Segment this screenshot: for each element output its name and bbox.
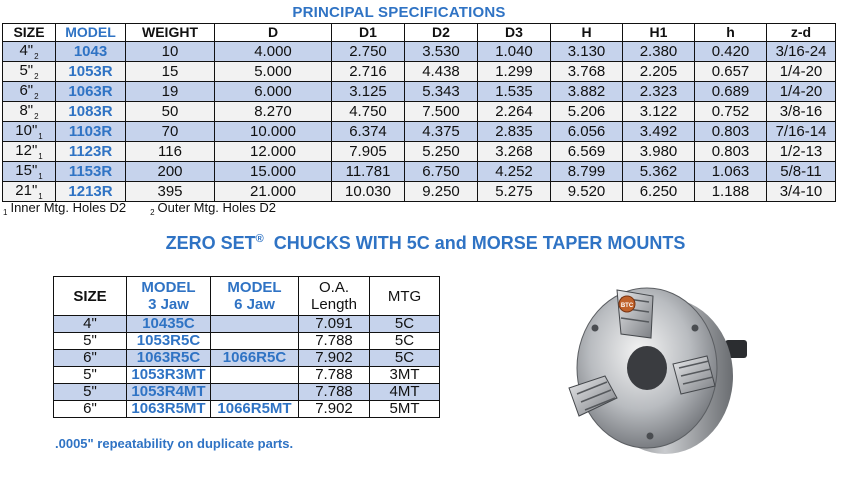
oa-length-line1: O.A.: [318, 279, 349, 296]
spec-cell-d: 12.000: [215, 142, 332, 162]
zero-cell-length: 7.902: [299, 350, 370, 367]
spec-cell-size: [3, 182, 56, 202]
spec-cell-d2: 5.343: [405, 82, 478, 102]
spec-cell-d3: 2.835: [478, 122, 551, 142]
zero-cell-mtg: 5C: [370, 333, 440, 350]
col-header-d2: D2: [405, 24, 478, 42]
spec-cell-d2: 4.375: [405, 122, 478, 142]
spec-cell-d3: 1.040: [478, 42, 551, 62]
spec-row: [3, 42, 836, 62]
spec-cell-model: 1043: [56, 42, 126, 62]
spec-cell-h: 5.206: [551, 102, 623, 122]
col-header-size: SIZE: [3, 24, 56, 42]
model-6-jaw-line1: MODEL: [227, 279, 282, 296]
zero-cell-mtg: 5MT: [370, 401, 440, 418]
spec-cell-h: 9.520: [551, 182, 623, 202]
three-jaw-lathe-chuck-photo: [555, 268, 755, 470]
spec-cell-zd: 1/4-20: [767, 82, 836, 102]
spec-cell-h: 1.063: [695, 162, 767, 182]
spec-cell-h1: 2.380: [623, 42, 695, 62]
spec-cell-d1: 11.781: [332, 162, 405, 182]
spec-cell-d: 10.000: [215, 122, 332, 142]
spec-cell-h: 0.803: [695, 142, 767, 162]
spec-cell-h1: 3.980: [623, 142, 695, 162]
size-value: 10": [15, 122, 38, 139]
spec-row: [3, 162, 836, 182]
zero-col-header-model-6-jaw: [211, 277, 299, 316]
spec-cell-zd: 1/2-13: [767, 142, 836, 162]
spec-cell-d3: 2.264: [478, 102, 551, 122]
spec-cell-weight: 15: [126, 62, 215, 82]
zero-header-row: [54, 277, 440, 316]
spec-cell-weight: 200: [126, 162, 215, 182]
zero-cell-size: 4": [54, 316, 127, 333]
spec-cell-d1: 4.750: [332, 102, 405, 122]
spec-cell-h: 6.056: [551, 122, 623, 142]
spec-cell-size: [3, 62, 56, 82]
principal-specifications-title: PRINCIPAL SPECIFICATIONS: [292, 4, 506, 21]
size-note-mark: 1: [38, 152, 43, 161]
spec-cell-d3: 5.275: [478, 182, 551, 202]
zero-cell-size: 6": [54, 401, 127, 418]
size-note-mark: 1: [38, 172, 43, 181]
spec-cell-d2: 7.500: [405, 102, 478, 122]
col-header-h-upper: H: [551, 24, 623, 42]
spec-cell-d2: 9.250: [405, 182, 478, 202]
principal-specifications-table: [2, 23, 836, 202]
spec-cell-model: 1153R: [56, 162, 126, 182]
spec-cell-zd: 3/4-10: [767, 182, 836, 202]
oa-length-line2: Length: [311, 296, 357, 313]
spec-cell-h: 0.803: [695, 122, 767, 142]
spec-cell-h1: 2.205: [623, 62, 695, 82]
note-2-text: Outer Mtg. Holes D2: [157, 200, 277, 215]
size-note-mark: 1: [38, 132, 43, 141]
col-header-d3: D3: [478, 24, 551, 42]
size-note-mark: 2: [34, 92, 39, 101]
zero-cell-model6: 1066R5MT: [211, 401, 299, 418]
zero-cell-model3: 1063R5C: [127, 350, 211, 367]
repeatability-note: .0005" repeatability on duplicate parts.: [55, 436, 294, 451]
size-note-mark: 1: [38, 192, 43, 201]
spec-cell-weight: 116: [126, 142, 215, 162]
spec-cell-h: 3.768: [551, 62, 623, 82]
size-note-mark: 2: [34, 52, 39, 61]
col-header-d1: D1: [332, 24, 405, 42]
spec-cell-h: 0.420: [695, 42, 767, 62]
size-value: 12": [15, 142, 38, 159]
col-header-z-d: z-d: [767, 24, 836, 42]
spec-cell-d3: 1.299: [478, 62, 551, 82]
col-header-h-lower: h: [695, 24, 767, 42]
col-header-weight: WEIGHT: [126, 24, 215, 42]
note-1-text: Inner Mtg. Holes D2: [10, 200, 127, 215]
spec-cell-h: 0.752: [695, 102, 767, 122]
zero-set-row: [54, 316, 440, 333]
spec-cell-size: [3, 142, 56, 162]
zero-cell-length: 7.091: [299, 316, 370, 333]
zero-cell-size: 5": [54, 384, 127, 401]
spec-cell-h: 6.569: [551, 142, 623, 162]
spec-cell-d: 5.000: [215, 62, 332, 82]
chuck-bolt-hole: [692, 325, 699, 332]
spec-header-row: [3, 24, 836, 42]
spec-cell-zd: 1/4-20: [767, 62, 836, 82]
zero-set-row: [54, 401, 440, 418]
model-3-jaw-line2: 3 Jaw: [148, 296, 189, 313]
spec-cell-d1: 10.030: [332, 182, 405, 202]
spec-cell-h1: 5.362: [623, 162, 695, 182]
spec-cell-zd: 7/16-14: [767, 122, 836, 142]
spec-cell-h: 0.657: [695, 62, 767, 82]
spec-cell-model: 1123R: [56, 142, 126, 162]
spec-cell-zd: 3/8-16: [767, 102, 836, 122]
spec-cell-d1: 7.905: [332, 142, 405, 162]
zero-cell-model6: [211, 333, 299, 350]
zero-set-row: [54, 350, 440, 367]
zero-cell-model6: [211, 316, 299, 333]
spec-cell-d: 8.270: [215, 102, 332, 122]
spec-cell-model: 1083R: [56, 102, 126, 122]
spec-cell-weight: 19: [126, 82, 215, 102]
zero-set-title-rest: CHUCKS WITH 5C and MORSE TAPER MOUNTS: [263, 233, 686, 253]
zero-set-table: [53, 276, 440, 418]
spec-cell-size: [3, 102, 56, 122]
spec-cell-weight: 70: [126, 122, 215, 142]
chuck-bolt-hole: [647, 433, 654, 440]
spec-cell-h1: 3.492: [623, 122, 695, 142]
spec-cell-h: 8.799: [551, 162, 623, 182]
spec-cell-weight: 10: [126, 42, 215, 62]
size-value: 5": [19, 62, 34, 79]
size-value: 8": [19, 102, 34, 119]
spec-cell-d: 21.000: [215, 182, 332, 202]
spec-cell-size: [3, 162, 56, 182]
spec-cell-h1: 6.250: [623, 182, 695, 202]
size-value: 6": [19, 82, 34, 99]
zero-col-header-model-3-jaw: [127, 277, 211, 316]
spec-cell-size: [3, 42, 56, 62]
spec-row: [3, 82, 836, 102]
spec-cell-d: 6.000: [215, 82, 332, 102]
zero-set-row: [54, 367, 440, 384]
zero-cell-model6: [211, 367, 299, 384]
zero-col-header-oa-length: [299, 277, 370, 316]
note-1-mark: 1: [3, 208, 8, 217]
zero-cell-model6: 1066R5C: [211, 350, 299, 367]
spec-row: [3, 142, 836, 162]
zero-cell-mtg: 5C: [370, 316, 440, 333]
spec-row: [3, 102, 836, 122]
zero-cell-mtg: 3MT: [370, 367, 440, 384]
spec-cell-size: [3, 82, 56, 102]
spec-row: [3, 182, 836, 202]
spec-cell-d1: 2.716: [332, 62, 405, 82]
spec-cell-h1: 2.323: [623, 82, 695, 102]
chuck-bore: [627, 346, 667, 390]
size-note-mark: 2: [34, 112, 39, 121]
spec-cell-d2: 3.530: [405, 42, 478, 62]
size-value: 15": [15, 162, 38, 179]
zero-cell-length: 7.788: [299, 367, 370, 384]
zero-cell-model6: [211, 384, 299, 401]
zero-col-header-mtg: MTG: [370, 277, 440, 316]
spec-cell-h1: 3.122: [623, 102, 695, 122]
spec-cell-d1: 3.125: [332, 82, 405, 102]
size-value: 4": [19, 42, 34, 59]
spec-cell-size: [3, 122, 56, 142]
zero-set-title-brand: ZERO SET: [165, 233, 256, 253]
zero-cell-model3: 1063R5MT: [127, 401, 211, 418]
zero-cell-length: 7.788: [299, 384, 370, 401]
zero-cell-mtg: 5C: [370, 350, 440, 367]
spec-cell-d3: 4.252: [478, 162, 551, 182]
note-2-mark: 2: [150, 208, 155, 217]
spec-cell-h: 1.188: [695, 182, 767, 202]
zero-cell-length: 7.788: [299, 333, 370, 350]
spec-cell-model: 1213R: [56, 182, 126, 202]
spec-cell-d3: 1.535: [478, 82, 551, 102]
model-3-jaw-line1: MODEL: [141, 279, 196, 296]
zero-col-header-size: SIZE: [54, 277, 127, 316]
spec-cell-d3: 3.268: [478, 142, 551, 162]
spec-cell-d1: 6.374: [332, 122, 405, 142]
spec-cell-weight: 50: [126, 102, 215, 122]
zero-cell-model3: 1053R3MT: [127, 367, 211, 384]
col-header-d: D: [215, 24, 332, 42]
zero-set-row: [54, 333, 440, 350]
size-value: 21": [15, 182, 38, 199]
spec-cell-d2: 5.250: [405, 142, 478, 162]
zero-cell-model3: 10435C: [127, 316, 211, 333]
zero-cell-size: 5": [54, 367, 127, 384]
col-header-h1: H1: [623, 24, 695, 42]
zero-set-title: [0, 233, 851, 254]
spec-cell-model: 1063R: [56, 82, 126, 102]
spec-cell-d2: 4.438: [405, 62, 478, 82]
mounting-holes-notes: [3, 200, 276, 215]
spec-cell-weight: 395: [126, 182, 215, 202]
spec-cell-model: 1103R: [56, 122, 126, 142]
model-6-jaw-line2: 6 Jaw: [234, 296, 275, 313]
spec-cell-d2: 6.750: [405, 162, 478, 182]
spec-row: [3, 62, 836, 82]
zero-cell-mtg: 4MT: [370, 384, 440, 401]
spec-cell-h: 3.882: [551, 82, 623, 102]
zero-cell-length: 7.902: [299, 401, 370, 418]
spec-cell-d: 15.000: [215, 162, 332, 182]
spec-cell-h: 0.689: [695, 82, 767, 102]
zero-cell-model3: 1053R5C: [127, 333, 211, 350]
spec-cell-h: 3.130: [551, 42, 623, 62]
chuck-bolt-hole: [592, 325, 599, 332]
chuck-logo-text: BTC: [620, 303, 634, 309]
spec-cell-zd: 5/8-11: [767, 162, 836, 182]
spec-cell-d1: 2.750: [332, 42, 405, 62]
registered-mark: ®: [255, 233, 264, 245]
size-note-mark: 2: [34, 72, 39, 81]
zero-set-row: [54, 384, 440, 401]
col-header-model: MODEL: [56, 24, 126, 42]
zero-cell-size: 6": [54, 350, 127, 367]
spec-cell-model: 1053R: [56, 62, 126, 82]
zero-cell-model3: 1053R4MT: [127, 384, 211, 401]
zero-cell-size: 5": [54, 333, 127, 350]
spec-cell-d: 4.000: [215, 42, 332, 62]
spec-row: [3, 122, 836, 142]
spec-cell-zd: 3/16-24: [767, 42, 836, 62]
